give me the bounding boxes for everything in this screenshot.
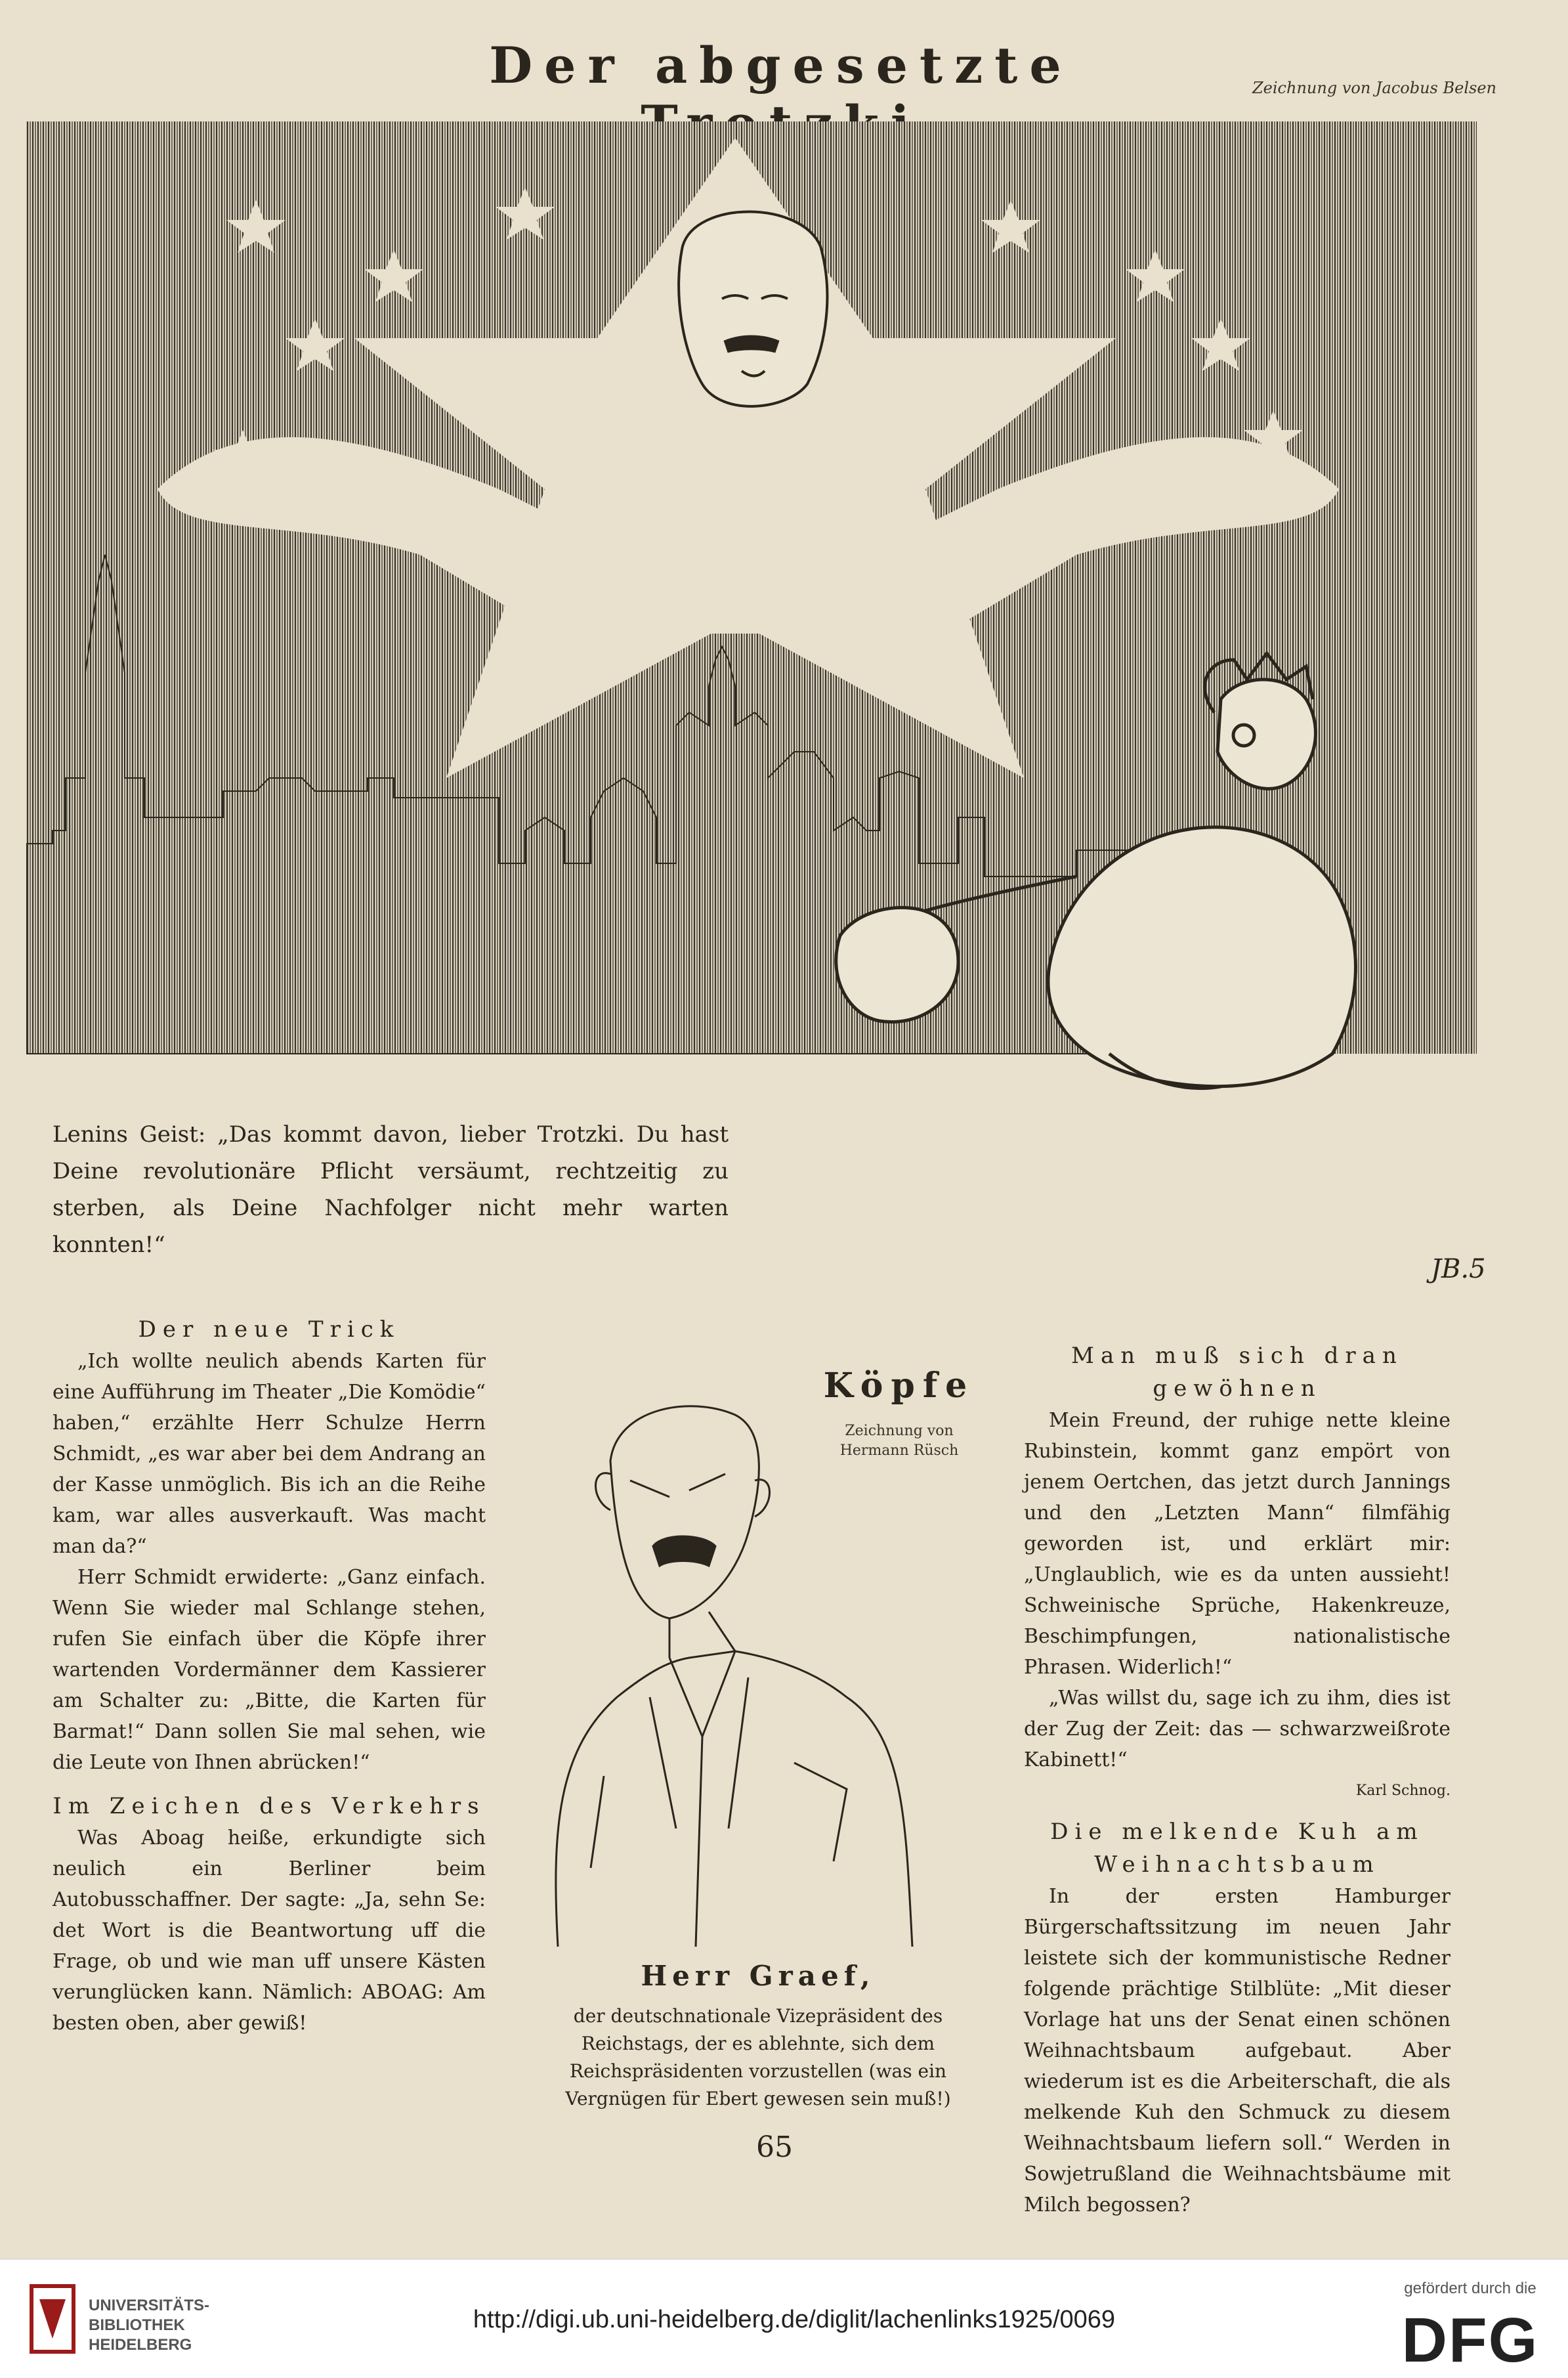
university-seal-icon xyxy=(26,2280,79,2358)
section-heading: Der neue Trick xyxy=(138,1316,400,1343)
trotzki-illustration xyxy=(26,121,1477,1100)
footer-bar xyxy=(0,2259,1568,2378)
funding-note: gefördert durch die xyxy=(1404,2280,1536,2297)
graef-name: Herr Graef, xyxy=(641,1960,876,1992)
paragraph: „Was willst du, sage ich zu ihm, dies ist der Zug der Zeit: das — schwarzweißrote Kabinett!“ xyxy=(1024,1687,1451,1771)
paragraph: Herr Schmidt erwiderte: „Ganz einfach. Wenn Sie wieder mal Schlange stehen, rufen Sie einfach über die Köpfe ihrer wartenden Vordermänner dem Kassierer am Schalter zu: „Bitte, die Karten für Barmat!“ Dann sollen Sie mal sehen, wie die Leute von Ihnen abrücken!“ xyxy=(53,1566,486,1774)
institution-name: UNIVERSITÄTS-BIBLIOTHEK HEIDELBERG xyxy=(89,2297,210,2354)
illustration-caption: Lenins Geist: „Das kommt davon, lieber Trotzki. Du hast Deine revolutionäre Pflicht versäumt, rechtzeitig zu sterben, als Deine Nachfolger nicht mehr warten konnten!“ xyxy=(53,1121,729,1258)
lenin-head xyxy=(679,212,827,406)
section-heading: Die melkende Kuh am Weihnachtsbaum xyxy=(1050,1819,1424,1878)
artist-monogram: JB.5 xyxy=(1431,1254,1486,1284)
page-title: Der abgesetzte xyxy=(489,36,1073,95)
left-column xyxy=(53,1313,486,2039)
paragraph: „Ich wollte neulich abends Karten für eine Aufführung im Theater „Die Komödie“ haben,“ erzählte Herr Schulze Herrn Schmidt, „es war aber bei dem Andrang an der Kasse unmöglich. Bis ich an die Reihe kam, war alles ausverkauft. Was macht man da?“ xyxy=(53,1350,486,1558)
section-heading: Im Zeichen des Verkehrs xyxy=(53,1793,486,1819)
koepfe-title: Köpfe xyxy=(823,1366,975,1406)
graef-caption: der deutschnationale Vizepräsident des Reichstags, der es ablehnte, sich dem Reichspräsidenten vorzustellen (was ein Vergnügen für Ebert gewesen sein muß!) xyxy=(565,2005,951,2109)
paragraph: Mein Freund, der ruhige nette kleine Rubinstein, kommt ganz empört von jenem Oertchen, das jetzt durch Jannings und den „Letzten Mann“ filmfähig geworden ist, und erklärt mir: „Unglaublich, wie es da unten aussieht! Schweinische Sprüche, Hakenkreuze, Beschimpfungen, nationalistische Phrasen. Widerlich!“ xyxy=(1024,1409,1451,1679)
koepfe-credit: Zeichnung von Hermann Rüsch xyxy=(839,1423,959,1459)
section-heading: Man muß sich dran gewöhnen xyxy=(1071,1343,1403,1402)
paragraph: In der ersten Hamburger Bürgerschaftssitzung im neuen Jahr leistete sich der kommunistische Redner folgende prächtige Stilblüte: „Mit dieser Vorlage hat uns der Senat einen schönen Weihnachtsbaum aufgebaut. Aber wiederum ist es die Arbeiterschaft, die als melkende Kuh den Schmuck zu diesem Weihnachtsbaum liefern soll.“ Werden in Sowjetrußland die Weihnachtsbäume mit Milch begossen? xyxy=(1024,1885,1451,2216)
dfg-logo: DFG xyxy=(1401,2305,1539,2375)
page-number: 65 xyxy=(756,2130,793,2164)
signature: Karl Schnog. xyxy=(1355,1783,1451,1799)
paragraph: Was Aboag heiße, erkundigte sich neulich ein Berliner beim Autobusschaffner. Der sagte: „Ja, sehn Se: det Wort is die Beantwortung uff die Frage, ob und wie man uff unsere Kästen verunglücken kann. Nämlich: ABOAG: Am besten oben, aber gewiß! xyxy=(53,1827,486,2035)
source-url-link[interactable]: http://digi.ub.uni-heidelberg.de/diglit/lachenlinks1925/0069 xyxy=(473,2306,1116,2333)
illustration-credit: Zeichnung von Jacobus Belsen xyxy=(1252,79,1496,97)
right-column xyxy=(1024,1339,1451,2220)
